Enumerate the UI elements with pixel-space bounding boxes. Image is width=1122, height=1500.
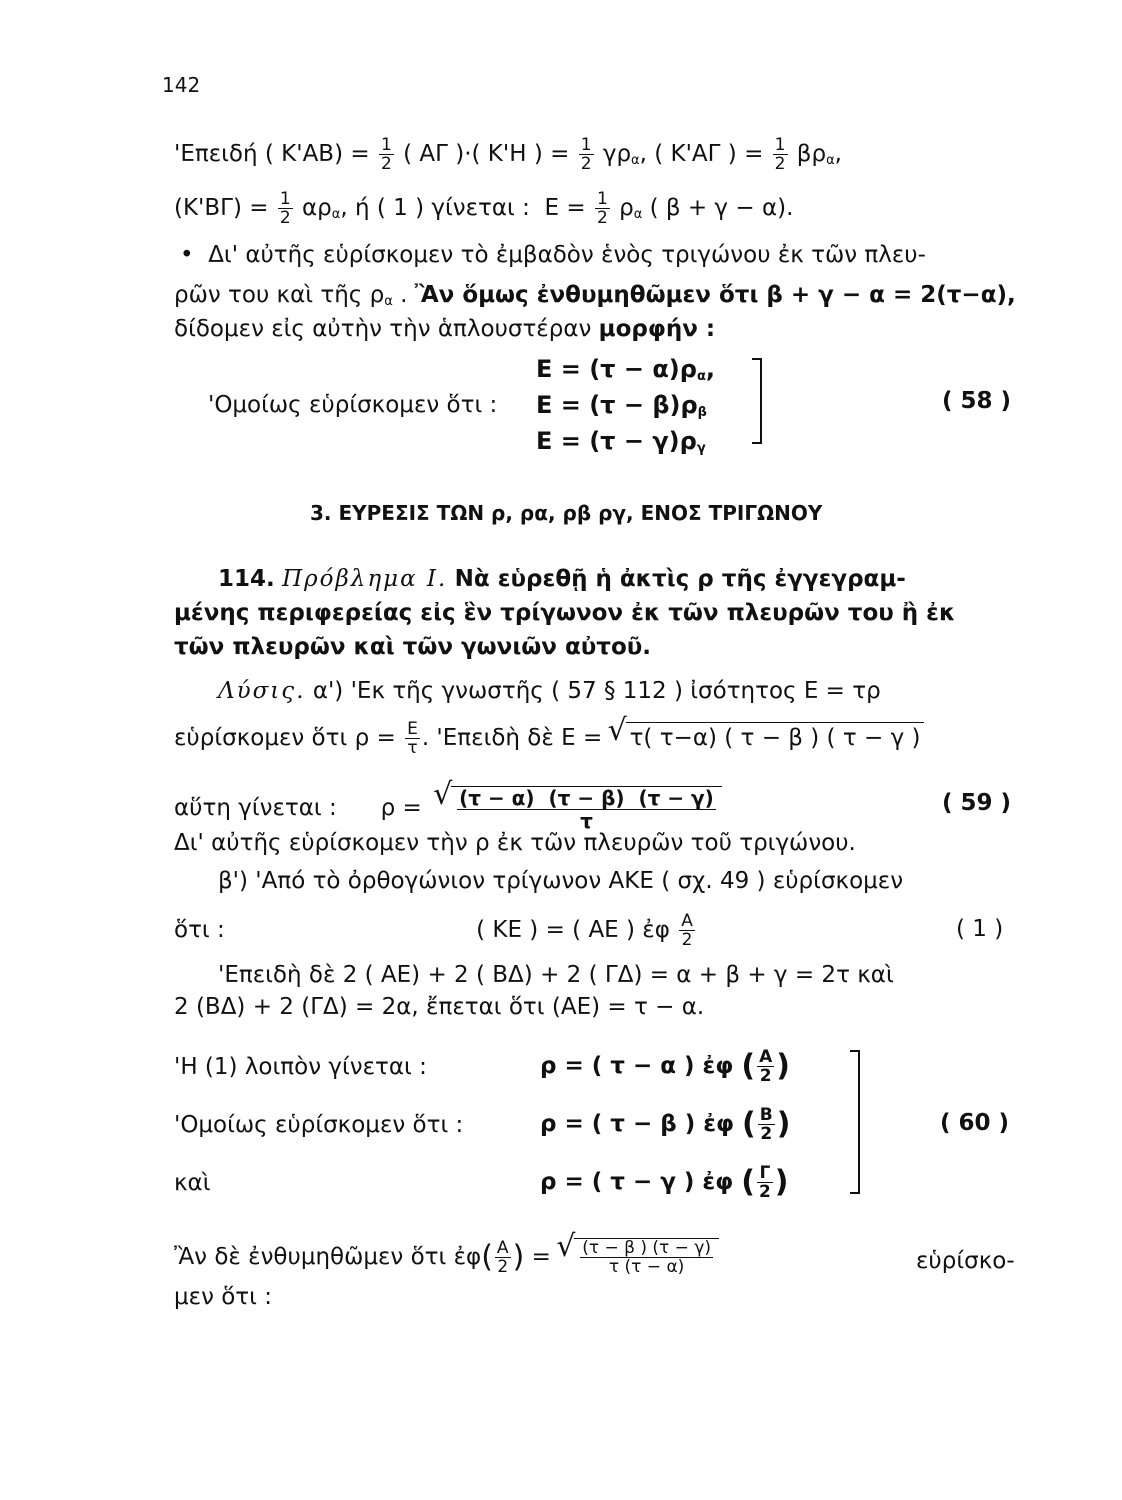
text-line-4: ρῶν του καὶ τῆς $\rho_\alpha$ . Ἂν ὅμως ἐνθυμηθῶμεν ὅτι β + γ − α = 2(τ−α),	[174, 282, 1016, 309]
eq58-row-b: $E = (\tau - \beta)\rho_\beta$	[536, 391, 707, 420]
eq59-label: ( 59 )	[942, 790, 1012, 816]
page-number: 142	[162, 73, 201, 97]
problem-line-1: 114. Πρόβλημα Ι. Νὰ εὑρεθῇ ἡ ἀκτὶς ρ τῆς ἐγγεγραμ-	[218, 566, 906, 592]
text-line-6: 'Ομοίως εὑρίσκομεν ὅτι :	[208, 392, 498, 418]
problem-line-3: τῶν πλευρῶν καὶ τῶν γωνιῶν αὐτοῦ.	[174, 634, 652, 660]
eq58-row-a: $E = (\tau - \alpha)\rho_\alpha$,	[536, 355, 716, 384]
final-line-2: μεν ὅτι :	[174, 1284, 272, 1310]
text-line-1: 'Επειδή ( Κ'ΑΒ) = $\frac{1}{2}$ ( ΑΓ )·( Κ'Η ) = $\frac{1}{2}$ $\gamma\rho_\alpha$, ( Κ'ΑΓ ) = $\frac{1}{2}$ $\beta\rho_\alpha$,	[174, 135, 842, 174]
eq59-line: αὕτη γίνεται : ρ = √ $\frac{(\tau - \alpha) (\tau - \beta) (\tau - \gamma)}{\tau}$	[174, 786, 722, 832]
solution-line-1: Λύσις. α') 'Εκ τῆς γνωστῆς ( 57 § 112 ) ἰσότητος Ε = τρ	[218, 678, 881, 704]
solution-line-2: εὑρίσκομεν ὅτι ρ = $\frac{E}{\tau}$ . 'Επειδὴ δὲ Ε = √ τ( τ−α) ( τ − β ) ( τ − γ )	[174, 720, 924, 757]
solution-line-5: 'Επειδὴ δὲ 2 ( ΑΕ) + 2 ( ΒΔ) + 2 ( ΓΔ) = α + β + γ = 2τ καὶ	[218, 962, 894, 988]
eq60-row-c-text: καὶ	[174, 1170, 211, 1196]
eq60-row-b-text: 'Ομοίως εὑρίσκομεν ὅτι :	[174, 1112, 464, 1138]
section-heading: 3. ΕΥΡΕΣΙΣ ΤΩΝ ρ, ρα, ρβ ργ, ΕΝΟΣ ΤΡΙΓΩΝΟΥ	[310, 501, 823, 525]
problem-line-2: μένης περιφερείας εἰς ἓν τρίγωνον ἐκ τῶν πλευρῶν του ἢ ἐκ	[174, 600, 956, 626]
final-line-1-end: εὑρίσκο-	[916, 1248, 1015, 1274]
eq1-label: ( 1 )	[956, 916, 1004, 942]
solution-line-3: Δι' αὐτῆς εὑρίσκομεν τὴν ρ ἐκ τῶν πλευρῶν τοῦ τριγώνου.	[174, 830, 856, 856]
solution-line-6: 2 (ΒΔ) + 2 (ΓΔ) = 2α, ἔπεται ὅτι (ΑΕ) = τ − α.	[174, 994, 705, 1020]
eq1-line: ὅτι : ( ΚΕ ) = ( ΑΕ ) ἐφ $\frac{A}{2}$	[174, 911, 693, 950]
text-line-2: (Κ'ΒΓ) = $\frac{1}{2}$ $\alpha\rho_\alpha$, ή ( 1 ) γίνεται : Ε = $\frac{1}{2}$ $\rho_\alpha$ ( β + γ − α).	[174, 189, 794, 228]
text-line-5: δίδομεν εἰς αὐτὴν τὴν ἁπλουστέραν μορφήν :	[174, 316, 716, 342]
final-line-1: Ἂν δὲ ἐνθυμηθῶμεν ὅτι ἐφ( $\frac{A}{2}$ ) = √ $\frac{(\tau - \beta ) (\tau - \gamma)}{\tau (\tau - \alpha)}$	[174, 1238, 719, 1276]
eq58-label: ( 58 )	[942, 388, 1012, 414]
eq60-row-b: ρ = ( τ − β ) ἐφ ( $\frac{B}{2}$ )	[540, 1105, 791, 1144]
eq60-row-a: ρ = ( τ − α ) ἐφ ( $\frac{A}{2}$ )	[540, 1047, 790, 1086]
eq60-row-c: ρ = ( τ − γ ) ἐφ ( $\frac{\Gamma}{2}$ )	[540, 1163, 789, 1202]
eq60-label: ( 60 )	[940, 1110, 1010, 1136]
text-line-3: • Δι' αὐτῆς εὑρίσκομεν τὸ ἐμβαδὸν ἑνὸς τριγώνου ἐκ τῶν πλευ-	[180, 242, 926, 268]
solution-line-4: β') 'Από τὸ ὀρθογώνιον τρίγωνον ΑΚΕ ( σχ. 49 ) εὑρίσκομεν	[218, 868, 904, 894]
eq58-row-c: $E = (\tau - \gamma)\rho_\gamma$	[536, 427, 706, 456]
eq58-brace	[752, 358, 762, 444]
eq60-row-a-text: 'Η (1) λοιπὸν γίνεται :	[174, 1054, 427, 1080]
eq60-brace	[850, 1050, 860, 1194]
